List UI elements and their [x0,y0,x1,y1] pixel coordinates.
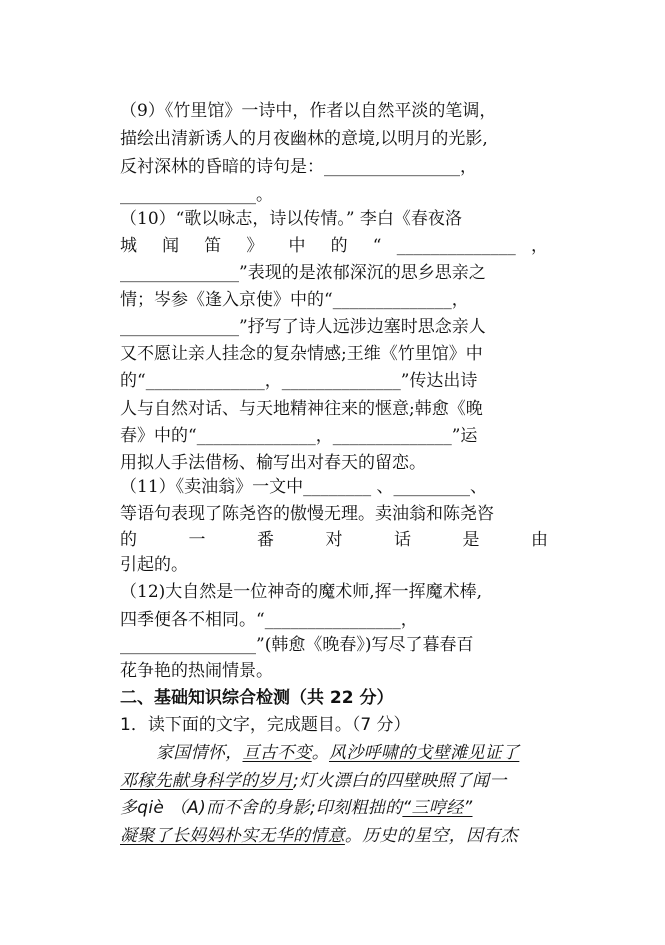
section-heading: 二、基础知识综合检测（共 22 分） [120,688,394,708]
question-1-prompt: 1．读下面的文字，完成题目。（7 分） [120,715,411,735]
passage-line-2 [120,768,548,794]
q10-line-7: 的“______________，______________”传达出诗 [120,371,478,391]
q12-line-1: （12)大自然是一位神奇的魔术师,挥一挥魔术棒, [120,582,483,602]
underlined-phrase: 邓稼先献身科学的岁月 [120,771,293,791]
q12-line-3: ________________”(韩愈《晚春》)写尽了暮春百 [120,635,474,655]
underlined-phrase: 亘古不变 [242,743,312,763]
q11-line-4: 引起的。 [120,555,188,575]
q10-line-5: ______________”抒写了诗人远涉边塞时思念亲人 [120,317,486,337]
q12-line-4: 花争艳的热闹情景。 [120,661,273,681]
passage-text: ;灯火漂白的四壁映照了闻一 [293,771,507,791]
q9-line-4: ________________。 [120,185,273,205]
underlined-phrase: “三哼经” [402,798,473,818]
passage-line-4 [120,823,548,849]
passage-text: 多qiè （A)而不舍的身影;印刻粗拙的 [120,798,403,818]
q9-line-2: 描绘出清新诱人的月夜幽林的意境,以明月的光影, [120,129,488,149]
passage-text: 家国情怀， [156,743,243,763]
q9-line-3: 反衬深林的昏暗的诗句是：________________， [120,157,477,177]
q10-line-6: 又不愿让亲人挂念的复杂情感;王维《竹里馆》中 [120,344,483,364]
q12-line-2: 四季便各不相同。“________________， [120,610,418,630]
underlined-phrase: 凝聚了长妈妈朴实无华的情意 [120,826,345,846]
q11-line-2: 等语句表现了陈尧咨的傲慢无理。卖油翁和陈尧咨 [120,504,494,524]
underlined-phrase: 风沙呼啸的戈壁滩见证了 [329,743,520,763]
q10-line-8: 人与自然对话、与天地精神往来的惬意;韩愈《晚 [120,399,483,419]
q10-line-3: ______________”表现的是浓郁深沉的思乡思亲之 [120,263,486,283]
q10-line-9: 春》中的“______________，______________”运 [120,426,478,446]
q10-line-2: 城 闻 笛 》 中 的 “ ______________ ， [120,236,548,256]
passage-text: 。历史的星空，因有杰 [344,826,518,846]
q10-line-1: （10）“歌以咏志，诗以传情。” 李白《春夜洛 [120,209,462,229]
q9-line-1: （9）《竹里馆》一诗中，作者以自然平淡的笔调， [120,101,497,121]
q10-line-4: 情；岑参《逢入京使》中的“______________， [120,290,469,310]
passage-text: 。 [311,743,330,763]
q10-line-10: 用拟人手法借杨、榆写出对春天的留恋。 [120,453,426,473]
q11-line-1: （11）《卖油翁》一文中________ 、_________、 [120,477,488,497]
passage-line-1 [120,740,548,766]
q11-line-3: 的 一 番 对 话 是 由 [120,530,548,550]
passage-line-3 [120,795,548,821]
